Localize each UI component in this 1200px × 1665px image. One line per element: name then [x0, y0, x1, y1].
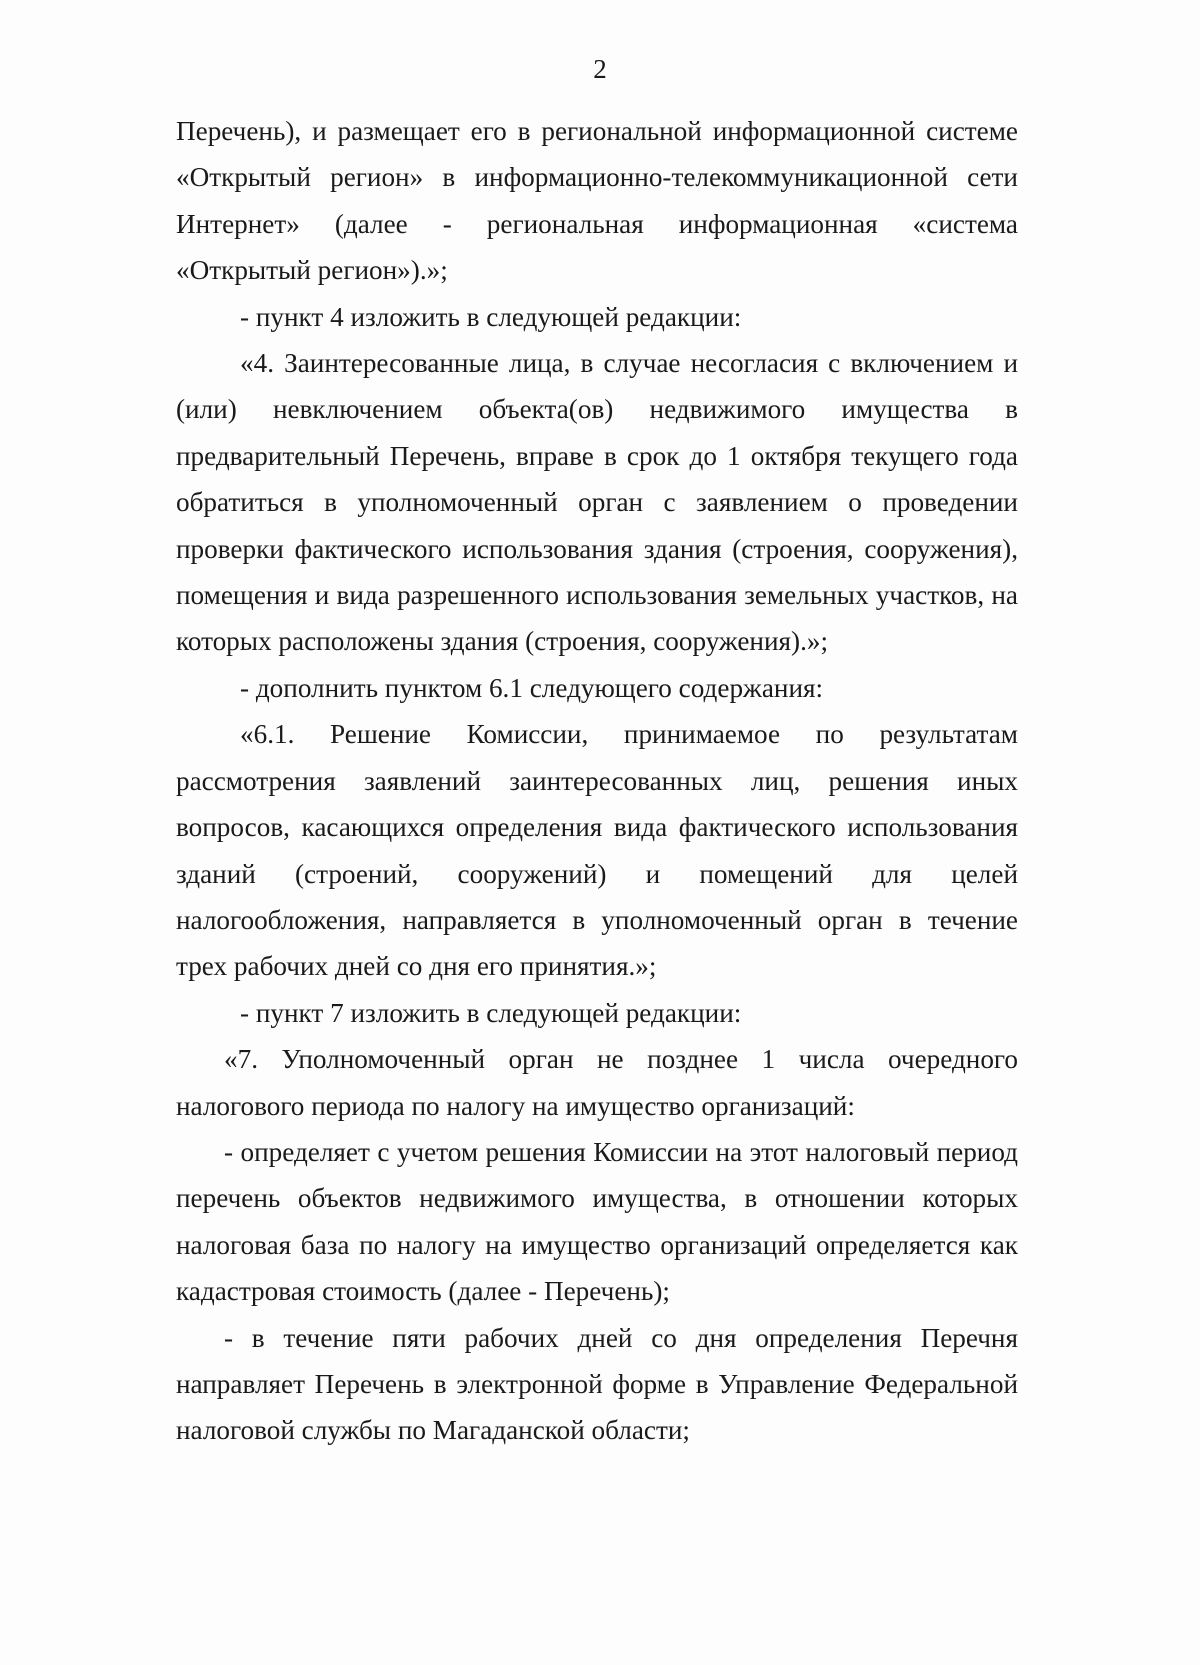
paragraph-item-6-1-text: «6.1. Решение Комиссии, принимаемое по результатам рассмотрения заявлений заинтересованных лиц, решения иных вопросов, касающихся определения вида фактического использования зданий (строений, сооружений) и помещений для целей налогообложения, направляется в уполномоченный орган в течение трех рабочих дней со дня его принятия.»; [176, 719, 1018, 982]
page-number: 2 [593, 54, 607, 84]
paragraph-amend-item-7: - пункт 7 изложить в следующей редакции: [240, 997, 742, 1028]
paragraph-add-item-6-1: - дополнить пунктом 6.1 следующего содержания: [240, 672, 824, 703]
paragraph-amend-item-4: - пункт 4 изложить в следующей редакции: [240, 301, 742, 332]
document-body [176, 108, 1018, 1454]
paragraph-continuation: Перечень), и размещает его в региональной информационной системе «Открытый регион» в информационно-телекоммуникационной сети Интернет» (далее - региональная информационная «система «Открытый регион»).»; [176, 116, 1018, 286]
paragraph-item-4-text: «4. Заинтересованные лица, в случае несогласия с включением и (или) невключением объекта(ов) недвижимого имущества в предварительный Перечень, вправе в срок до 1 октября текущего года обратиться в уполномоченный орган с заявлением о проведении проверки фактического использования здания (строения, сооружения), помещения и вида разрешенного использования земельных участков, на которых расположены здания (строения, сооружения).»; [176, 348, 1018, 657]
paragraph-item-7-list-2: - в течение пяти рабочих дней со дня определения Перечня направляет Перечень в электронной форме в Управление Федеральной налоговой службы по Магаданской области; [176, 1322, 1018, 1446]
paragraph-item-7-list-1: - определяет с учетом решения Комиссии на этот налоговый период перечень объектов недвижимого имущества, в отношении которых налоговая база по налогу на имущество организаций определяется как кадастровая стоимость (далее - Перечень); [176, 1136, 1018, 1307]
paragraph-item-7-text: «7. Уполномоченный орган не позднее 1 числа очередного налогового периода по налогу на имущество организаций: [176, 1044, 1018, 1121]
